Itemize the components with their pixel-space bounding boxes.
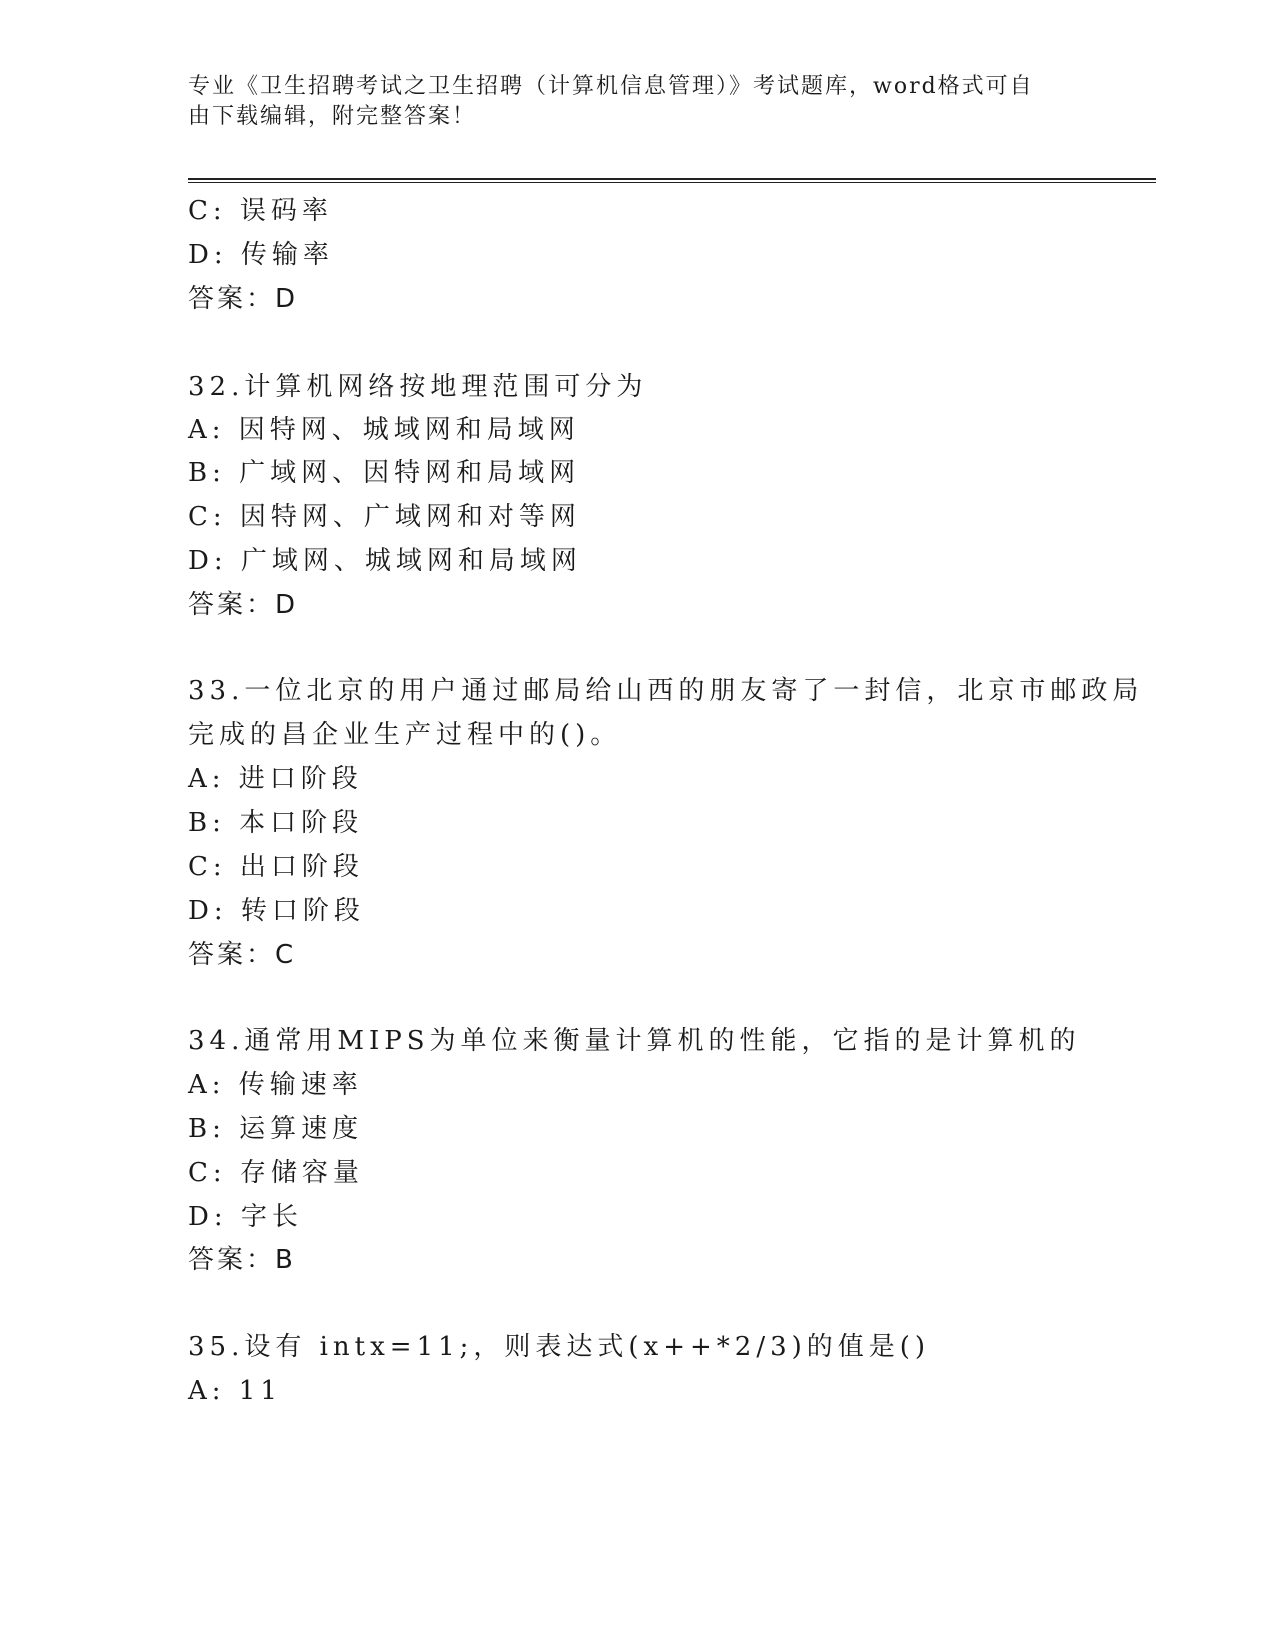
prev-option-d: D: 传输率: [188, 240, 334, 270]
q35-option-a: A: 11: [188, 1376, 282, 1406]
q32-option-a: A: 因特网、城域网和局域网: [188, 415, 580, 445]
q32-stem: 32.计算机网络按地理范围可分为: [188, 372, 648, 402]
q34-option-d: D: 字长: [188, 1202, 303, 1232]
q32-option-b: B: 广域网、因特网和局域网: [188, 458, 581, 488]
q33-option-d: D: 转口阶段: [188, 896, 365, 926]
header-line-2: 由下载编辑，附完整答案！: [188, 104, 477, 129]
q33-option-a: A: 进口阶段: [188, 764, 363, 794]
document-header: [188, 72, 1088, 132]
q34-stem: 34.通常用MIPS为单位来衡量计算机的性能，它指的是计算机的: [188, 1026, 1081, 1056]
q33-option-b: B: 本口阶段: [188, 808, 364, 838]
q33-stem-line-2: 完成的昌企业生产过程中的()。: [188, 720, 622, 750]
q34-option-c: C: 存储容量: [188, 1158, 364, 1188]
q34-option-b: B: 运算速度: [188, 1114, 364, 1144]
q33-answer: 答案：C: [188, 940, 297, 970]
header-divider-thin: [188, 182, 1156, 183]
header-divider-thick: [188, 178, 1156, 180]
q32-option-c: C: 因特网、广域网和对等网: [188, 502, 581, 532]
q34-option-a: A: 传输速率: [188, 1070, 363, 1100]
q32-answer: 答案：D: [188, 590, 299, 620]
q32-option-d: D: 广域网、城域网和局域网: [188, 546, 582, 576]
q33-stem-line-1: 33.一位北京的用户通过邮局给山西的朋友寄了一封信，北京市邮政局: [188, 676, 1144, 706]
header-line-1: 专业《卫生招聘考试之卫生招聘（计算机信息管理）》考试题库，word格式可自: [188, 74, 1034, 99]
prev-option-c: C: 误码率: [188, 196, 333, 226]
q34-answer: 答案：B: [188, 1245, 296, 1275]
q33-option-c: C: 出口阶段: [188, 852, 364, 882]
q35-stem: 35.设有 intx=11;，则表达式(x++*2/3)的值是(): [188, 1332, 931, 1362]
prev-answer: 答案：D: [188, 284, 299, 314]
